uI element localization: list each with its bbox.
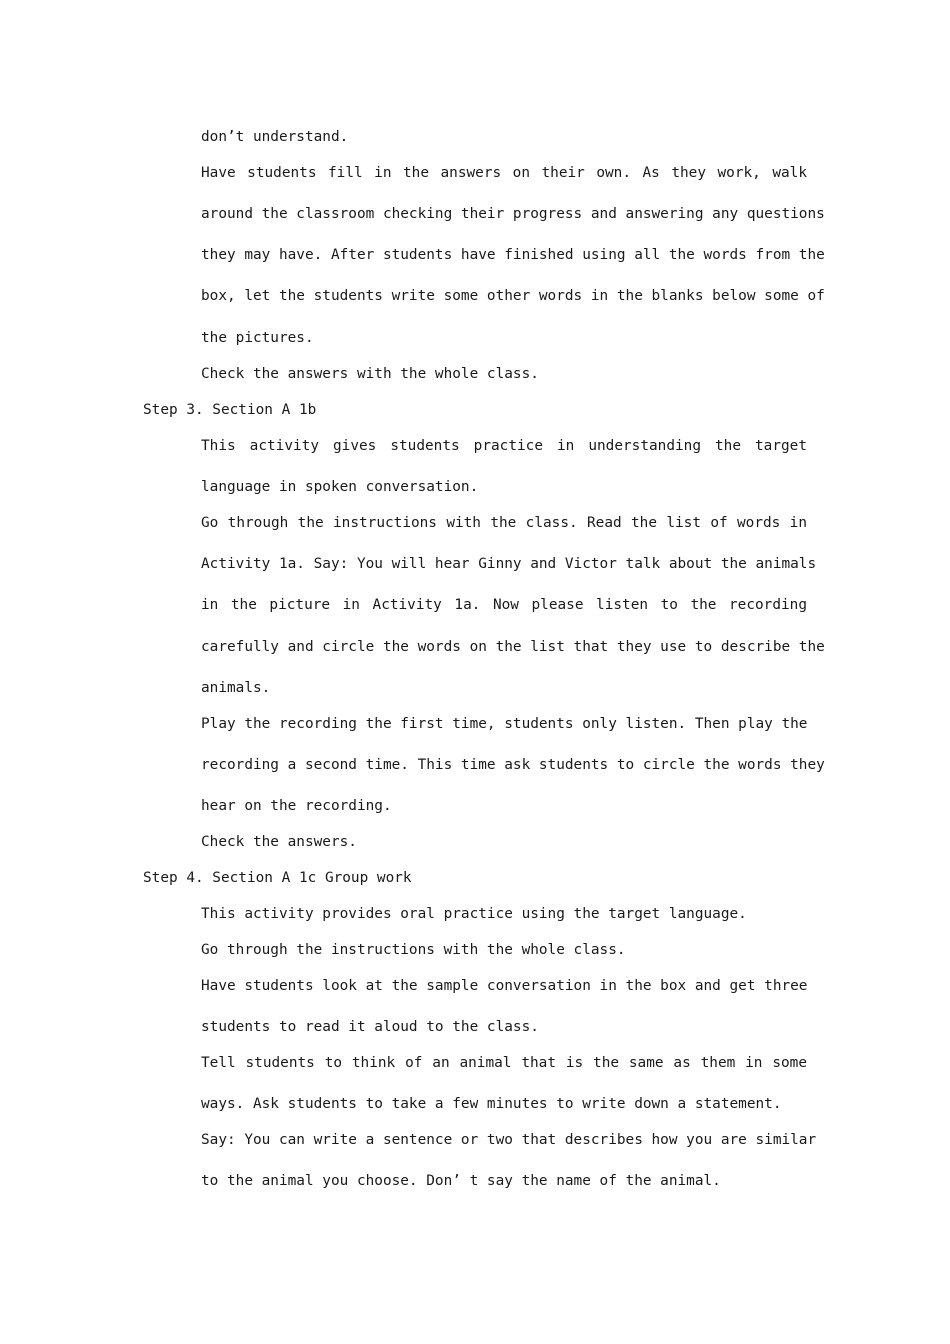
paragraph-line: carefully and circle the words on the list that they use to describe the bbox=[201, 639, 825, 655]
paragraph-line: animals. bbox=[201, 680, 271, 696]
paragraph-line: around the classroom checking their progress and answering any questions bbox=[201, 206, 825, 222]
paragraph-line: Tell students to think of an animal that is the same as them in some bbox=[201, 1055, 807, 1071]
paragraph-line: Activity 1a. Say: You will hear Ginny and Victor talk about the animals bbox=[201, 556, 817, 572]
paragraph-line: in the picture in Activity 1a. Now please listen to the recording bbox=[201, 597, 807, 613]
paragraph-line: the pictures. bbox=[201, 330, 314, 346]
paragraph-line: This activity provides oral practice using the target language. bbox=[201, 906, 747, 922]
paragraph-line: box, let the students write some other words in the blanks below some of bbox=[201, 288, 825, 304]
paragraph-line: recording a second time. This time ask students to circle the words they bbox=[201, 757, 825, 773]
paragraph-line: hear on the recording. bbox=[201, 798, 392, 814]
paragraph-line: language in spoken conversation. bbox=[201, 479, 479, 495]
paragraph-line: Say: You can write a sentence or two that describes how you are similar bbox=[201, 1132, 817, 1148]
paragraph-line: This activity gives students practice in understanding the target bbox=[201, 438, 807, 454]
paragraph-line: ways. Ask students to take a few minutes to write down a statement. bbox=[201, 1096, 782, 1112]
paragraph-line: Go through the instructions with the whole class. bbox=[201, 942, 626, 958]
paragraph-line: Play the recording the first time, students only listen. Then play the bbox=[201, 716, 808, 732]
paragraph-line: Go through the instructions with the class. Read the list of words in bbox=[201, 515, 807, 531]
paragraph-line: to the animal you choose. Don’ t say the name of the animal. bbox=[201, 1173, 721, 1189]
paragraph-line: Check the answers. bbox=[201, 834, 357, 850]
paragraph-line: Have students fill in the answers on their own. As they work, walk bbox=[201, 165, 807, 181]
paragraph-line: Have students look at the sample conversation in the box and get three bbox=[201, 978, 808, 994]
paragraph-line: students to read it aloud to the class. bbox=[201, 1019, 539, 1035]
paragraph-line: don’t understand. bbox=[201, 129, 349, 145]
step-heading: Step 4. Section A 1c Group work bbox=[143, 870, 412, 886]
step-heading: Step 3. Section A 1b bbox=[143, 402, 317, 418]
paragraph-line: they may have. After students have finished using all the words from the bbox=[201, 247, 825, 263]
paragraph-line: Check the answers with the whole class. bbox=[201, 366, 539, 382]
